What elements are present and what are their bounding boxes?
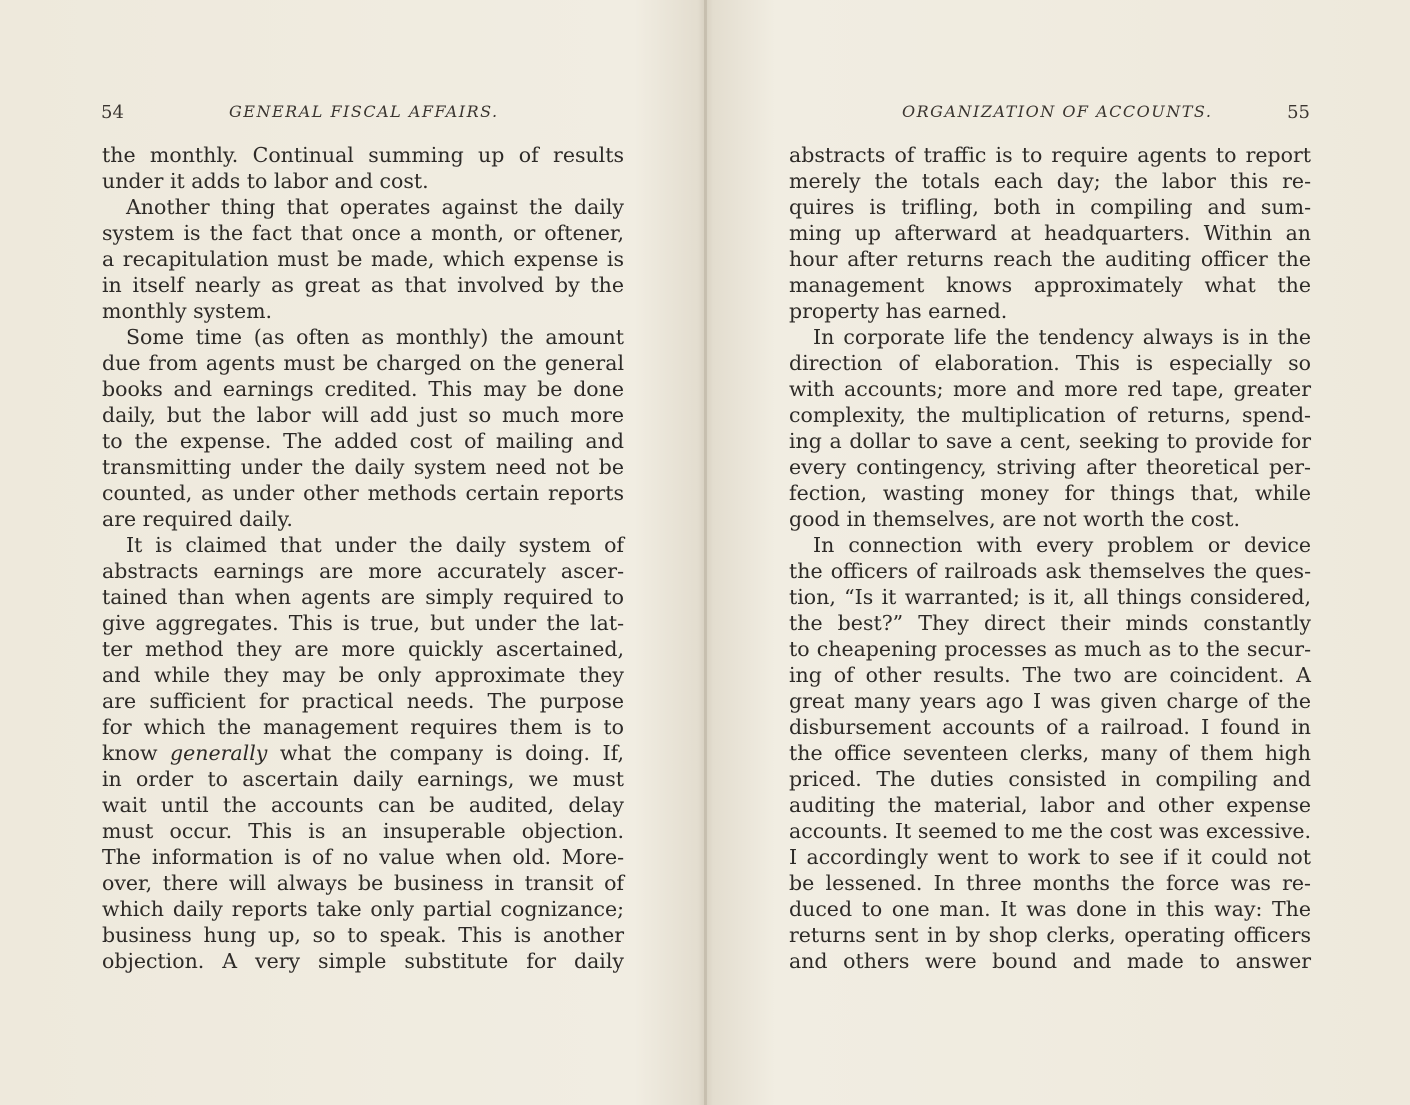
text-line: In connection with every problem or device — [813, 533, 1311, 557]
text-line: daily, but the labor will add just so much more — [102, 403, 624, 427]
text-line: for which the management requires them is to — [102, 715, 624, 739]
left-page-body — [102, 142, 624, 974]
right-page — [707, 0, 1410, 1105]
text-line: property has earned. — [789, 299, 1008, 323]
text-line: be lessened. In three months the force was re- — [789, 871, 1311, 895]
text-line: priced. The duties consisted in compiling and — [789, 767, 1311, 791]
text-line: hour after returns reach the auditing officer the — [789, 247, 1311, 271]
text-line: due from agents must be charged on the general — [102, 351, 624, 375]
text-line: are sufficient for practical needs. The purpose — [102, 689, 624, 713]
emphasized-word: generally — [170, 741, 268, 765]
text-line: abstracts of traffic is to require agents to report — [789, 143, 1311, 167]
text-line: give aggregates. This is true, but under the lat- — [102, 611, 624, 635]
text-line: transmitting under the daily system need not be — [102, 455, 624, 479]
text-line: disbursement accounts of a railroad. I found in — [789, 715, 1311, 739]
text-line: wait until the accounts can be audited, delay — [102, 793, 624, 817]
running-head: ORGANIZATION OF ACCOUNTS. — [902, 102, 1213, 121]
text-line: are required daily. — [102, 507, 293, 531]
text-line: duced to one man. It was done in this way: The — [789, 897, 1311, 921]
page-number: 55 — [1287, 102, 1310, 123]
text-line: in order to ascertain daily earnings, we must — [102, 767, 624, 791]
text-line: books and earnings credited. This may be done — [102, 377, 624, 401]
right-page-body — [789, 142, 1311, 974]
text-line: complexity, the multiplication of returns, spend- — [789, 403, 1311, 427]
text-line: the officers of railroads ask themselves the ques- — [789, 559, 1311, 583]
text-line: monthly system. — [102, 299, 273, 323]
text-line: which daily reports take only partial cognizance; — [102, 897, 624, 921]
text-line: ter method they are more quickly ascertained, — [102, 637, 624, 661]
text-line: accounts. It seemed to me the cost was excessive. — [789, 819, 1311, 843]
text-line: Some time (as often as monthly) the amount — [126, 325, 624, 349]
text-line: Another thing that operates against the daily — [126, 195, 624, 219]
text-line: ing a dollar to save a cent, seeking to provide for — [789, 429, 1311, 453]
text-line: in itself nearly as great as that involved by the — [102, 273, 624, 297]
text-line: business hung up, so to speak. This is another — [102, 923, 624, 947]
left-page-header — [101, 98, 625, 128]
text-line: returns sent in by shop clerks, operating officers — [789, 923, 1311, 947]
text-line: ing of other results. The two are coincident. A — [789, 663, 1311, 687]
text-line: every contingency, striving after theoretical per- — [789, 455, 1311, 479]
text-line: merely the totals each day; the labor this re- — [789, 169, 1311, 193]
text-line: fection, wasting money for things that, while — [789, 481, 1311, 505]
text-line: abstracts earnings are more accurately ascer- — [102, 559, 624, 583]
text-line: quires is trifling, both in compiling and sum- — [789, 195, 1311, 219]
text-line: to cheapening processes as much as to the secur- — [789, 637, 1311, 661]
text-line: and while they may be only approximate they — [102, 663, 624, 687]
text-line: In corporate life the tendency always is in the — [813, 325, 1311, 349]
text-line: good in themselves, are not worth the cost. — [789, 507, 1241, 531]
text-line: counted, as under other methods certain reports — [102, 481, 624, 505]
text-line: auditing the material, labor and other expense — [789, 793, 1311, 817]
text-line: objection. A very simple substitute for daily — [102, 949, 624, 973]
text-line: tion, “Is it warranted; is it, all things considered, — [789, 585, 1311, 609]
text-line: know generally what the company is doing. If, — [102, 741, 624, 765]
text-line: great many years ago I was given charge of the — [789, 689, 1311, 713]
text-line: and others were bound and made to answer — [789, 949, 1311, 973]
text-line: over, there will always be business in transit of — [102, 871, 624, 895]
text-line: under it adds to labor and cost. — [102, 169, 429, 193]
text-line: tained than when agents are simply required to — [102, 585, 624, 609]
text-line: direction of elaboration. This is especially so — [789, 351, 1311, 375]
text-line: the office seventeen clerks, many of them high — [789, 741, 1311, 765]
text-line: ming up afterward at headquarters. Within an — [789, 221, 1311, 245]
text-line: the monthly. Continual summing up of results — [102, 143, 624, 167]
text-line: The information is of no value when old. More- — [102, 845, 624, 869]
text-line: the best?” They direct their minds constantly — [789, 611, 1311, 635]
text-line: It is claimed that under the daily system of — [126, 533, 624, 557]
right-page-header — [790, 98, 1310, 128]
text-line: with accounts; more and more red tape, greater — [789, 377, 1311, 401]
text-line: system is the fact that once a month, or oftener, — [102, 221, 624, 245]
page-number: 54 — [101, 102, 124, 123]
text-line: must occur. This is an insuperable objection. — [102, 819, 624, 843]
text-line: management knows approximately what the — [789, 273, 1311, 297]
text-line: to the expense. The added cost of mailing and — [102, 429, 624, 453]
text-line: I accordingly went to work to see if it could not — [789, 845, 1311, 869]
text-line: a recapitulation must be made, which expense is — [102, 247, 624, 271]
running-head: GENERAL FISCAL AFFAIRS. — [229, 102, 499, 121]
